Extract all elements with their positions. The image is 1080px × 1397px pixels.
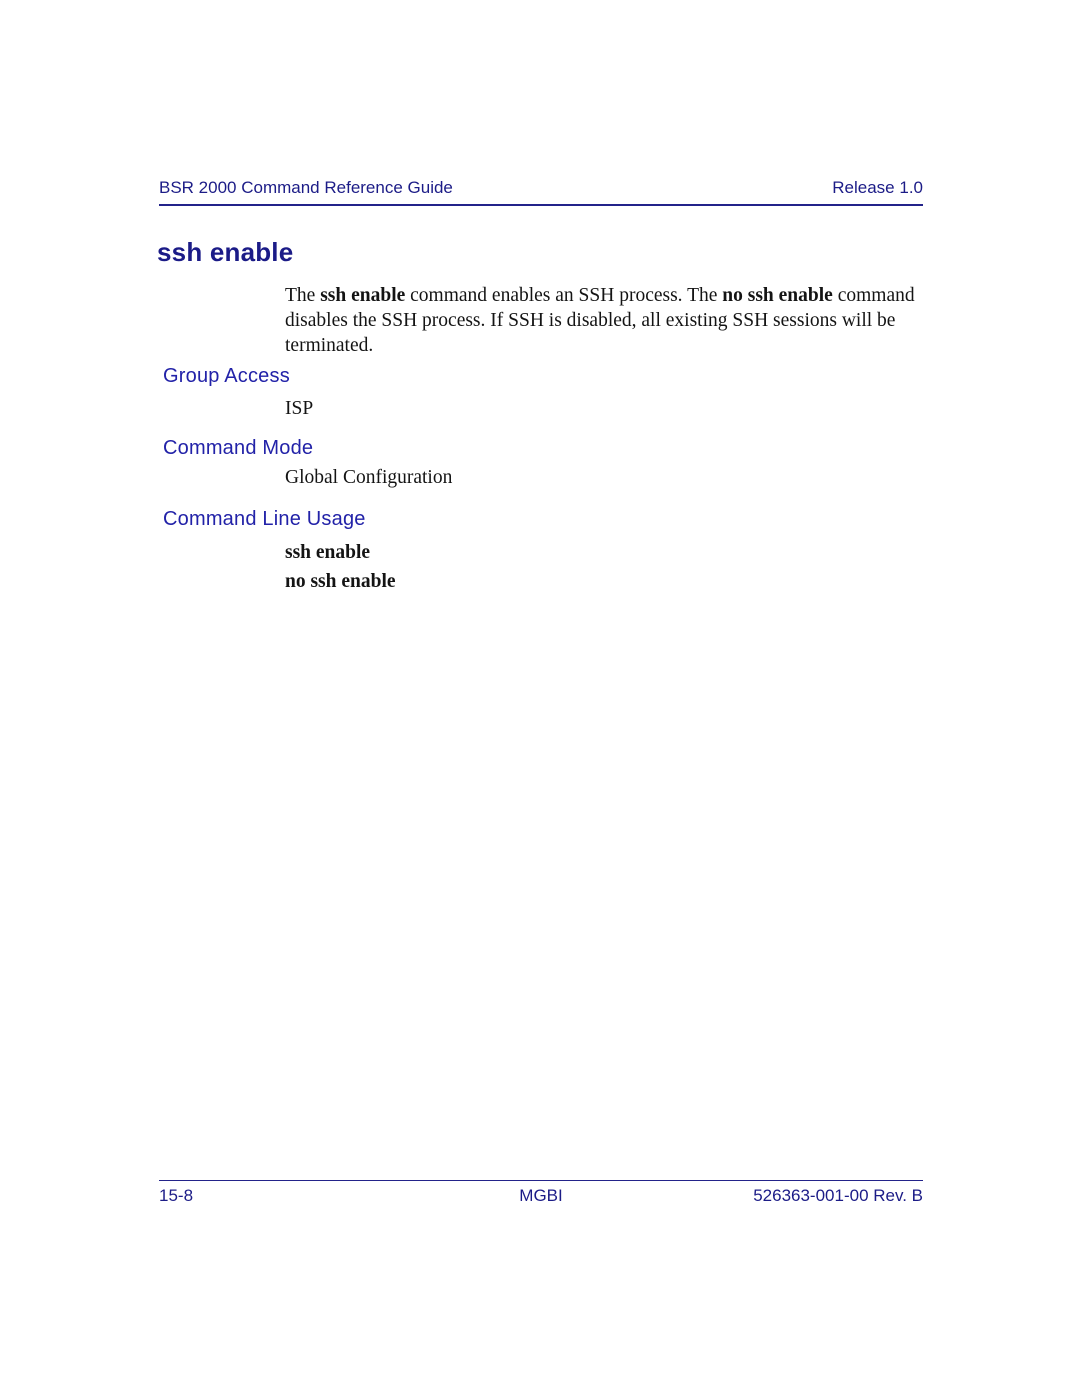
section-heading-command-mode: Command Mode	[163, 437, 314, 459]
footer-center-text: MGBI	[519, 1186, 563, 1205]
command-title: ssh enable	[157, 237, 294, 267]
usage-syntax-line: ssh enable	[285, 542, 371, 563]
section-heading-group-access: Group Access	[163, 365, 290, 387]
description-text: The	[285, 285, 321, 306]
description-text: command	[832, 285, 915, 306]
page-header	[159, 178, 923, 198]
footer-rule	[159, 1180, 923, 1181]
footer-doc-number: 526363-001-00 Rev. B	[753, 1186, 924, 1205]
description-line-2: disables the SSH process. If SSH is disabled, all existing SSH sessions will be	[285, 310, 896, 331]
description-text: command enables an SSH process. The	[405, 285, 723, 306]
page-footer	[159, 1186, 923, 1206]
usage-syntax-line: no ssh enable	[285, 571, 396, 592]
description-bold-command: no ssh enable	[722, 285, 833, 306]
command-mode-value: Global Configuration	[285, 467, 453, 488]
footer-page-number: 15-8	[159, 1186, 194, 1205]
header-rule	[159, 204, 923, 206]
header-release-label: Release 1.0	[832, 178, 923, 197]
section-heading-command-line-usage: Command Line Usage	[163, 508, 366, 530]
command-description	[285, 283, 965, 358]
description-line-3: terminated.	[285, 335, 374, 356]
description-bold-command: ssh enable	[320, 285, 406, 306]
header-doc-title: BSR 2000 Command Reference Guide	[159, 178, 453, 197]
description-line-1	[285, 283, 965, 308]
group-access-value: ISP	[285, 398, 314, 419]
